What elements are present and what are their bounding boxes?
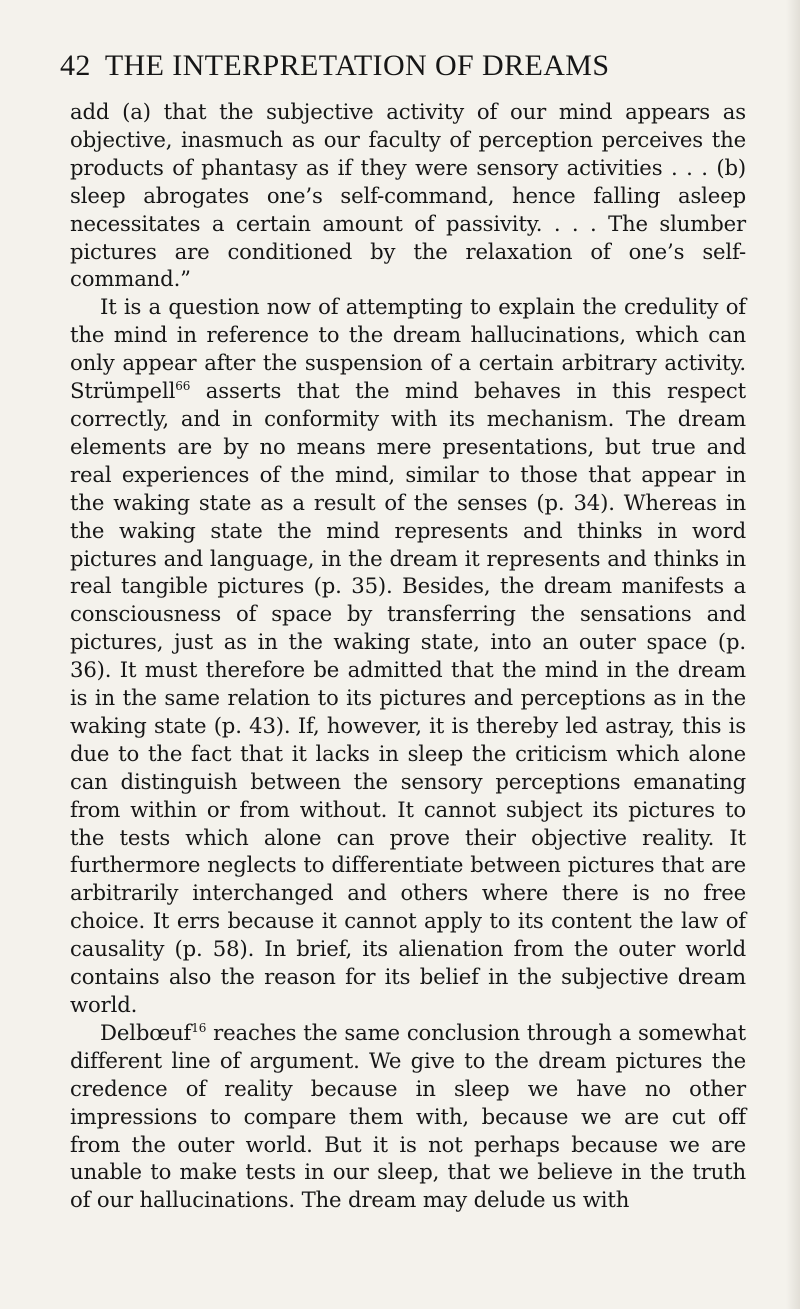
paragraph-lead: It is a question now of attempting to explain the credulity of the mind in reference to the dream hallucinations, which can only appear after the suspension of a certain arbitrary activity. Strümpell (70, 294, 746, 404)
page-number: 42 (60, 49, 91, 82)
chapter-title: THE INTERPRETATION OF DREAMS (104, 49, 610, 82)
footnote-ref: 16 (191, 1020, 207, 1035)
running-head (60, 48, 760, 84)
paragraph-continuation: add (a) that the subjective activity of our mind appears as objective, inasmuch as our faculty of perception perceives the products of phantasy as if they were sensory activities . . . (b) sleep abrogates one’s self-command, hence falling asleep necessitates a certain amount of passivity. . . . The slumber pictures are conditioned by the relaxation of one’s self-command.” (70, 99, 746, 292)
paragraph-strumpell (70, 293, 746, 1019)
page-edge-shadow (786, 0, 800, 1309)
paragraph-lead: Delbœuf (100, 1019, 192, 1045)
paragraph-rest: reaches the same conclusion through a somewhat different line of argument. We give to the dream pictures the credence of reality because in sleep we have no other impressions to compare them with, because we are cut off from the outer world. But it is not perhaps because we are unable to make tests in our sleep, that we believe in the truth of our hallucinations. The dream may delude us with (70, 1019, 746, 1213)
paragraph-delboeuf (70, 1019, 746, 1214)
paragraph-rest: asserts that the mind behaves in this respect correctly, and in conformity with its mechanism. The dream elements are by no means mere presentations, but true and real experiences of the mind, similar to those that appear in the waking state as a result of the senses (p. 34). Whereas in the waking state the mind represents and thinks in word pictures and language, in the dream it represents and thinks in real tangible pictures (p. 35). Besides, the dream manifests a consciousness of space by transferring the sensations and pictures, just as in the waking state, into an outer space (p. 36). It must therefore be admitted that the mind in the dream is in the same relation to its pictures and perceptions as in the waking state (p. 43). If, however, it is thereby led astray, this is due to the fact that it lacks in sleep the criticism which alone can distinguish between the sensory perceptions emanating from within or from without. It cannot subject its pictures to the tests which alone can prove their objective reality. It furthermore neglects to differentiate between pictures that are arbitrarily interchanged and others where there is no free choice. It errs because it cannot apply to its content the law of causality (p. 58). In brief, its alienation from the outer world contains also the reason for its belief in the subjective dream world. (70, 378, 746, 1017)
body-text (70, 98, 746, 1214)
footnote-ref: 66 (175, 379, 191, 394)
